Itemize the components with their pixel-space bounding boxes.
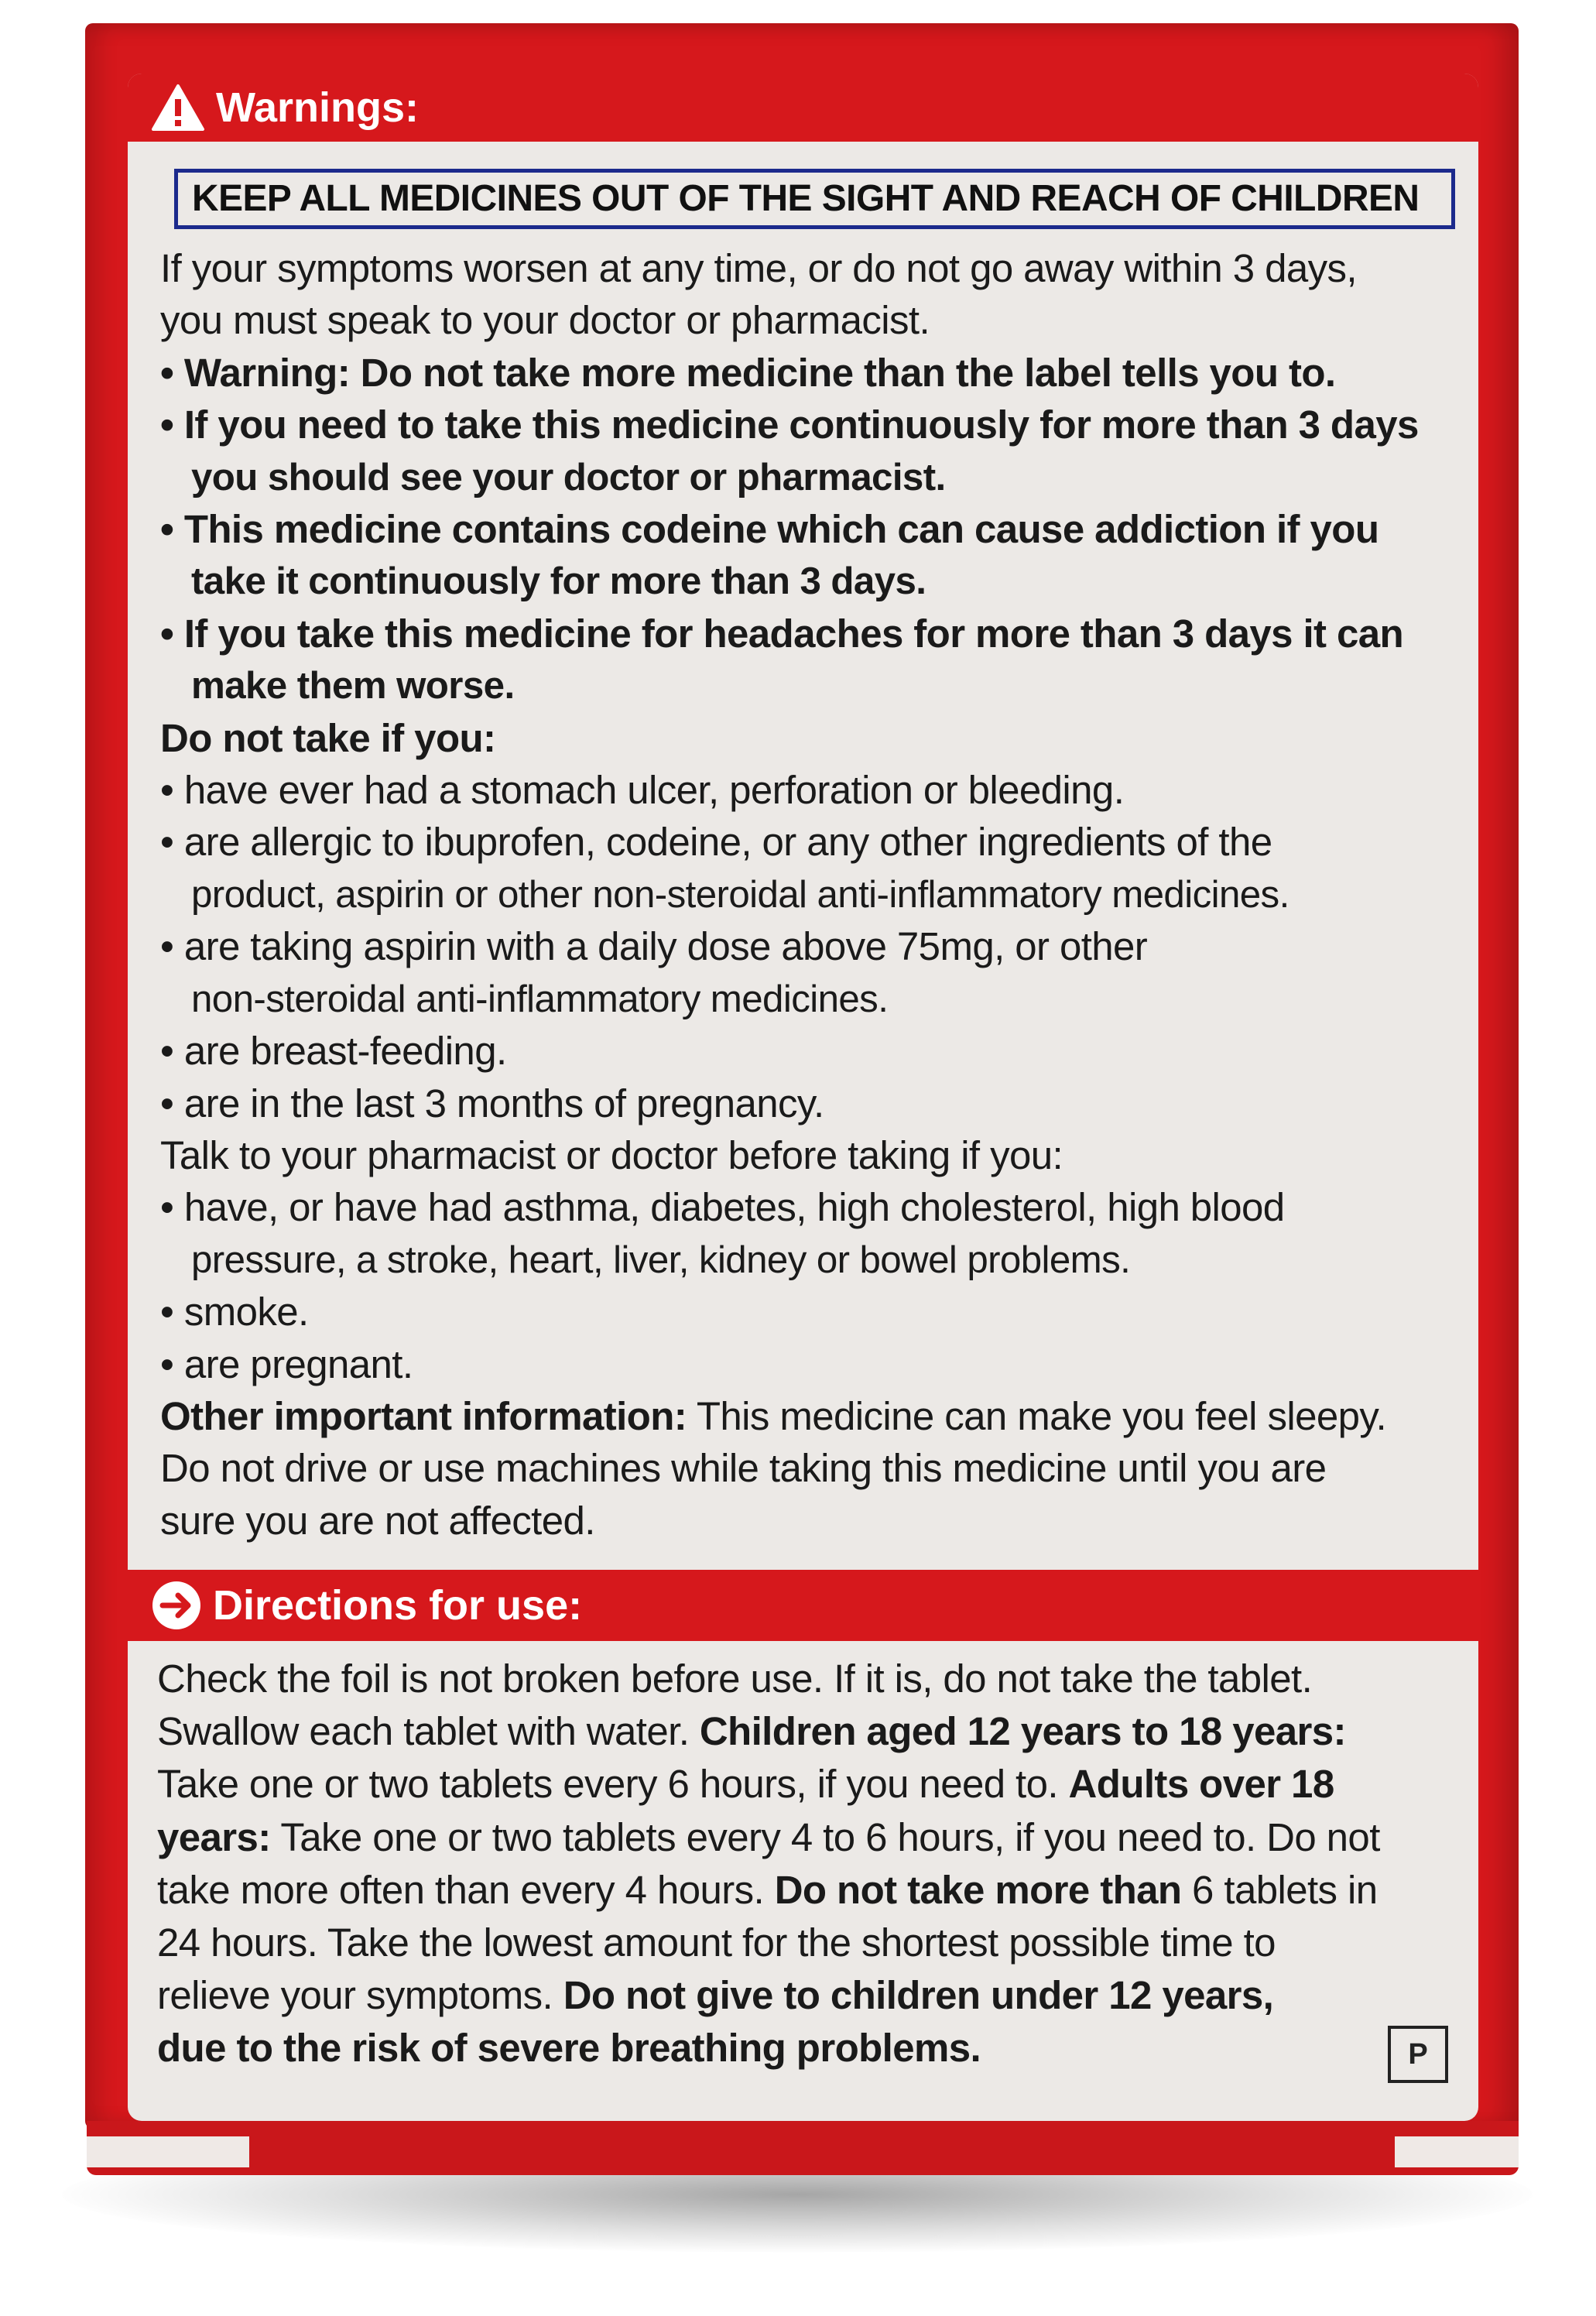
- directions-text: Swallow each tablet with water.: [157, 1709, 700, 1754]
- keep-out-of-reach-notice: KEEP ALL MEDICINES OUT OF THE SIGHT AND REACH OF CHILDREN: [174, 169, 1455, 229]
- intro-line: you must speak to your doctor or pharmacist.: [160, 298, 930, 343]
- directions-bold: Children aged 12 years to 18 years:: [699, 1709, 1346, 1754]
- box-flap-left: [87, 2136, 249, 2167]
- do-not-take-item-cont: product, aspirin or other non-steroidal anti-inflammatory medicines.: [191, 872, 1289, 916]
- talk-item-cont: pressure, a stroke, heart, liver, kidney or bowel problems.: [191, 1238, 1131, 1281]
- directions-title: Directions for use:: [213, 1582, 583, 1629]
- do-not-take-heading: Do not take if you:: [160, 715, 496, 760]
- do-not-take-item: • are in the last 3 months of pregnancy.: [160, 1081, 824, 1125]
- box-bottom-edge: [87, 2121, 1519, 2175]
- directions-text: take more often than every 4 hours.: [157, 1867, 775, 1912]
- directions-line: 24 hours. Take the lowest amount for the shortest possible time to: [157, 1920, 1276, 1965]
- directions-line: [157, 1864, 1465, 1917]
- directions-bold: years:: [157, 1814, 271, 1859]
- do-not-take-item: • are allergic to ibuprofen, codeine, or any other ingredients of the: [160, 820, 1272, 865]
- talk-item: • smoke.: [160, 1290, 309, 1334]
- do-not-take-item: • are taking aspirin with a daily dose above 75mg, or other: [160, 924, 1148, 969]
- warnings-title: Warnings:: [216, 84, 419, 131]
- bold-warning: • If you take this medicine for headaches for more than 3 days it can: [160, 611, 1404, 656]
- directions-line: Check the foil is not broken before use. If it is, do not take the tablet.: [157, 1656, 1313, 1701]
- directions-line: [157, 1811, 1465, 1864]
- other-info-line: Do not drive or use machines while taking this medicine until you are: [160, 1446, 1327, 1491]
- directions-header: [128, 1570, 1478, 1641]
- directions-body: [157, 1653, 1465, 2075]
- do-not-take-item-cont: non-steroidal anti-inflammatory medicines.: [191, 977, 889, 1020]
- directions-bold: Do not take more than: [774, 1867, 1182, 1912]
- talk-item: • are pregnant.: [160, 1341, 413, 1386]
- intro-line: If your symptoms worsen at any time, or do not go away within 3 days,: [160, 246, 1357, 290]
- directions-text: Take one or two tablets every 4 to 6 hours, if you need to. Do not: [270, 1814, 1380, 1859]
- label-panel: [128, 74, 1478, 2121]
- warning-triangle-icon: [151, 84, 205, 132]
- do-not-take-item: • have ever had a stomach ulcer, perforation or bleeding.: [160, 768, 1125, 813]
- warnings-header: [128, 74, 1478, 142]
- directions-line: due to the risk of severe breathing problems.: [157, 2026, 981, 2071]
- box-flap-right: [1395, 2136, 1519, 2167]
- directions-line: [157, 1969, 1465, 2022]
- do-not-take-item: • are breast-feeding.: [160, 1029, 507, 1074]
- bold-warning: • This medicine contains codeine which can cause addiction if you: [160, 507, 1379, 552]
- talk-item: • have, or have had asthma, diabetes, high cholesterol, high blood: [160, 1185, 1285, 1230]
- other-info-label: Other important information:: [160, 1393, 687, 1438]
- bold-warning-cont: take it continuously for more than 3 days.: [191, 560, 926, 603]
- directions-line: [157, 1705, 1465, 1758]
- directions-text: relieve your symptoms.: [157, 1973, 563, 2018]
- bold-warning-cont: you should see your doctor or pharmacist.: [191, 455, 946, 498]
- talk-to-pharmacist-heading: Talk to your pharmacist or doctor before taking if you:: [160, 1132, 1063, 1177]
- directions-text: Take one or two tablets every 6 hours, if you need to.: [157, 1762, 1069, 1807]
- bold-warning: • Warning: Do not take more medicine than the label tells you to.: [160, 350, 1336, 395]
- pharmacy-medicine-mark: P: [1388, 2026, 1448, 2083]
- arrow-right-circle-icon: [151, 1580, 202, 1631]
- bold-warning: • If you need to take this medicine continuously for more than 3 days: [160, 403, 1419, 447]
- directions-line: [157, 1758, 1465, 1811]
- directions-bold: Adults over 18: [1068, 1762, 1334, 1807]
- warnings-body: [160, 242, 1461, 1547]
- directions-text: 6 tablets in: [1181, 1867, 1378, 1912]
- directions-bold: Do not give to children under 12 years,: [563, 1973, 1274, 2018]
- bold-warning-cont: make them worse.: [191, 664, 515, 707]
- other-info-line: sure you are not affected.: [160, 1498, 595, 1543]
- other-info-text: This medicine can make you feel sleepy.: [687, 1393, 1387, 1438]
- other-info-line: [160, 1390, 1461, 1442]
